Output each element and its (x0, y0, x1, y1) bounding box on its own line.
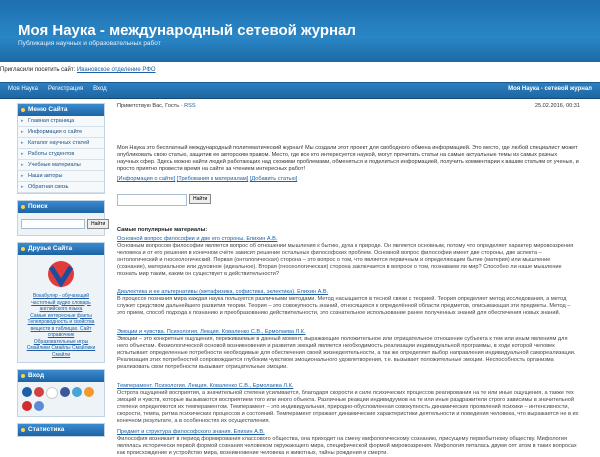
menu-item-feedback[interactable]: ▸ Обратная связь (18, 182, 104, 193)
menu-item-about[interactable]: ▸ Информация о сайте (18, 127, 104, 138)
site-header (0, 0, 600, 62)
article-title[interactable]: Диалектика и ее альтернативы (метафизика, софистика, эклектика). Епихин А.В. (117, 289, 329, 295)
invite-prefix: Пригласили посетить сайт: (0, 67, 77, 73)
link-requirements[interactable]: [Требования к материалам] (176, 176, 249, 182)
article-item (117, 429, 580, 457)
article-item (117, 383, 580, 425)
main-search-button[interactable]: Найти (189, 194, 211, 204)
nav-register[interactable]: Регистрация (48, 86, 84, 92)
sidebar-search-input[interactable] (21, 219, 85, 229)
menu-item-home[interactable]: ▸ Главная страница (18, 116, 104, 127)
social-m-icon[interactable] (34, 401, 44, 411)
nav-right-title: Моя Наука - сетевой журнал (508, 86, 592, 92)
article-text: В процессе познания мира каждая наука пользуется различными методами. Метод насыщается в тесной связи с теорией. Теория определяет метод исследования, а метод служит средством дальнейшего развития теории. Теория – это совокупность знаний, относящихся к определённой области предметов, описывающая эти предметы. Метод – это прием, способ подхода к познанию и преобразованию действительности, это сознательное использование ранее полученных знаний для обеспечения новых знаний. (117, 296, 571, 316)
main-search-input[interactable] (117, 194, 187, 206)
article-title[interactable]: Темперамент. Психология. Лекция. Коваленко С.В., Ермолаева Л.К. (117, 383, 294, 389)
social-u-icon[interactable] (22, 387, 32, 397)
social-t-icon[interactable] (72, 387, 82, 397)
search-block (17, 200, 105, 236)
article-title[interactable]: Предмет и структура философского знания. Епихин А.В. (117, 429, 265, 435)
link-add-article[interactable]: [Добавить статью] (249, 176, 298, 182)
intro-links (117, 176, 297, 183)
social-b-icon[interactable] (34, 387, 44, 397)
greeting: Приветствую Вас, Гость · RSS (117, 103, 196, 109)
search-title: Поиск (18, 201, 104, 213)
social-g-icon[interactable] (46, 387, 58, 399)
enter-block (17, 369, 105, 417)
article-title[interactable]: Основной вопрос философии и две его стороны. Епихин А.В. (117, 236, 278, 242)
enter-title: Вход (18, 370, 104, 382)
sidebar-search-button[interactable]: Найти (87, 219, 109, 229)
friend-link-vocabulary[interactable]: Вокабуляр - обучающий частотный аудио словарь английского языка (31, 293, 91, 312)
vocabulary-logo-icon[interactable] (43, 259, 79, 289)
social-ya-icon[interactable] (22, 401, 32, 411)
friend-link-games[interactable]: Образовательные игры (33, 338, 89, 345)
article-text: Основным вопросом философии является вопрос об отношении мышления к бытию, духа к природе. Он является основным, потому что определяет характер мировоззрения человека и от его решения в конечном счёте зависит решение остальных философских проблем. Основной вопрос философии имеет две стороны, две аспекта – онтологический и гносеологический. Первая (онтологическая) сторона – это вопрос о том, что является первичным и определяющим бытие (материя) или мышление (сознание), материальное или духовное (идеальное). Вторая (гносеологическая) сторона заключается в вопросе о том, познаваем ли мир? Способно ли наше мышление познать мир таким, каким он существует в действительности? (117, 243, 574, 277)
friends-title: Друзья Сайта (18, 243, 104, 255)
site-subtitle: Публикация научных и образовательных работ (18, 40, 161, 47)
nav-home[interactable]: Моя Наука (8, 86, 39, 92)
friends-block (17, 242, 105, 363)
social-ok-icon[interactable] (84, 387, 94, 397)
stats-title: Статистика (18, 424, 104, 436)
nav-login[interactable]: Вход (93, 86, 107, 92)
menu-item-authors[interactable]: ▸ Наши авторы (18, 171, 104, 182)
site-title[interactable]: Моя Наука - международный сетевой журнал (18, 22, 356, 39)
article-item (117, 236, 580, 278)
social-f-icon[interactable] (60, 387, 70, 397)
nav-links (8, 86, 107, 92)
social-login-icons (18, 382, 104, 416)
friend-link-smileys[interactable]: Смайлики Смайлы Смайлики Смайли (26, 345, 96, 358)
invite-link[interactable]: Ивановское отделение РФО (76, 67, 156, 73)
menu-item-students[interactable]: ▸ Работы студентов (18, 149, 104, 160)
stats-block (17, 423, 105, 437)
main-search (117, 194, 211, 206)
intro-text: Моя Наука это бесплатный международный политематический журнал! Мы создали этот проект для свободного обмена информацией. Это место, где любой специалист может опубликовать свою статью, защитив ее авторским правом. Место, где все кто интересуется наукой, могут прочитать статьи на самые актуальные темы из самых разных научных сфер. Здесь можно найти людей работающих над схожими проблемами, обменяться и поделиться информацией, получить комментарии к вашим статьям от ученых, и просто приятно провести время на сайте за чтением интересных работ! (117, 145, 579, 172)
date-time: 25.02.2016, 00:31 (534, 103, 580, 109)
friend-link-tables[interactable]: Телепроводность и свойства веществ в таблицах. Сайт справочник (27, 319, 95, 338)
menu-block (17, 103, 105, 194)
article-item (117, 329, 580, 371)
article-title[interactable]: Эмоции и чувства. Психология. Лекция. Коваленко С.В., Ермолаева Л.К. (117, 329, 306, 335)
article-item (117, 289, 580, 317)
menu-title: Меню Сайта (18, 104, 104, 116)
menu-item-materials[interactable]: ▸ Учебные материалы (18, 160, 104, 171)
article-text: Острота ощущений восприятия, а значительной степени усиливается, благодаря скорости и силе психических процессов реагирования на те или иные ощущения, а также тех эмоций и чувств, которые вызываются восприятием того или иного объекта. Различные реакции индивидуумов на те или иные раздражители строго зависимы в значительной степени определяются их темпераментом. Темперамент – это индивидуальная, природно-обусловленная совокупность динамических проявлений психики – интенсивности, скорости, темпа, ритма психических процессов и состояний. Темперамент отражает динамические характеристики деятельности и поведения человека, что выражается не в их конечном результате, а в особенностях их осуществления. (117, 390, 579, 424)
link-site-info[interactable]: [Информация о сайте] (117, 176, 176, 182)
article-text: Эмоции – это конкретные ощущения, переживаемые в данный момент, выражающие положительное или отрицательное отношение субъекта к тем или иным явлениям для него объектам. Физиологической основой возникновения и развития эмоций является необходимость реализации индивидуальной программы, в ходе которой человек испытывает определенные потребности необходимые для обеспечения своей жизнедеятельности, а так же определяет выбор направления индивидуальной самореализации. Реализация этих потребностей сопровождается глубоким чувством эмоционального удовлетворения, т.е. вызывает положительные эмоции. Неспособность организма реализовать свои потребности вызывает отрицательные эмоции. (117, 336, 576, 370)
invite-line (0, 67, 156, 73)
rss-link[interactable]: RSS (184, 103, 196, 109)
sidebar (17, 103, 105, 443)
article-text: Философия возникает в период формирования классового общества, она приходит на смену мифологическому сознанию, присущему первобытному обществу. Мифология являлась исторически первой формой сознания человеком окружающего мира, специфической формой мировоззрения. Мифология питалась двумя опт атом в таких вопросах как происхождение и устройство мира, возникновение человека и животных, тайны рождения и смерти. (117, 436, 577, 456)
friend-link-facts[interactable]: Самые интересные факты (30, 312, 92, 319)
top-nav (0, 82, 600, 99)
popular-title: Самые популярные материалы: (117, 227, 208, 233)
menu-item-catalog[interactable]: ▸ Каталог научных статей (18, 138, 104, 149)
